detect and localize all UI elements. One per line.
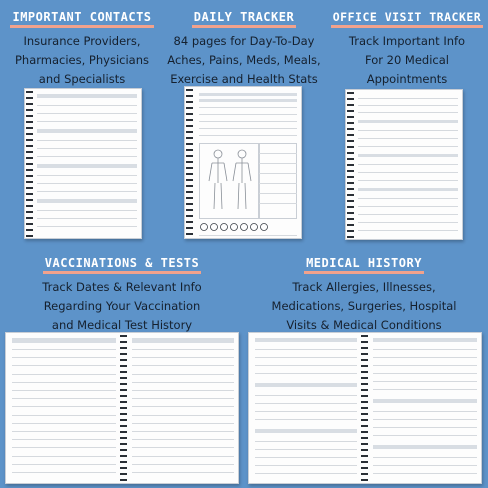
ruled-line [132, 456, 234, 457]
ruled-line [12, 349, 116, 350]
spiral-binding [347, 90, 354, 239]
ruled-line [132, 472, 234, 473]
ruled-line [132, 464, 234, 465]
ruled-line [132, 357, 234, 358]
ruled-line [12, 357, 116, 358]
ruled-line [132, 447, 234, 448]
ruled-line [12, 472, 116, 473]
history-title: MEDICAL HISTORY [304, 256, 424, 274]
ruled-line [12, 415, 116, 416]
office-title: OFFICE VISIT TRACKER [331, 10, 483, 28]
ruled-line [12, 365, 116, 366]
contacts-description: Insurance Providers, Pharmacies, Physicians and Specialists [14, 34, 149, 86]
spiral-binding [186, 87, 193, 238]
ruled-line [12, 423, 116, 424]
ruled-line [12, 390, 116, 391]
ruled-line [12, 406, 116, 407]
section-vaccinations [14, 252, 230, 335]
vaccinations-notebook [5, 332, 239, 484]
section-medical-history [252, 252, 476, 335]
ruled-line [132, 439, 234, 440]
section-important-contacts [4, 6, 160, 89]
vaccinations-title: VACCINATIONS & TESTS [43, 256, 202, 274]
daily-description: 84 pages for Day-To-Day Aches, Pains, Meds, Meals, Exercise and Health Stats [167, 34, 321, 86]
ruled-line [12, 447, 116, 448]
section-daily-tracker [164, 6, 324, 89]
ruled-line [132, 374, 234, 375]
ruled-line [132, 365, 234, 366]
ruled-line [12, 374, 116, 375]
ruled-line [132, 431, 234, 432]
history-notebook [248, 332, 482, 484]
ruled-line [132, 415, 234, 416]
daily-notebook [184, 86, 302, 239]
office-notebook [345, 89, 463, 240]
daily-title: DAILY TRACKER [192, 10, 296, 28]
contacts-notebook [24, 88, 142, 239]
spiral-binding [361, 333, 368, 483]
ruled-line [132, 349, 234, 350]
ruled-line [132, 423, 234, 424]
vaccinations-description: Track Dates & Relevant Info Regarding Your Vaccination and Medical Test History [42, 280, 202, 332]
office-description: Track Important Info For 20 Medical Appointments [348, 34, 466, 86]
ruled-line [132, 390, 234, 391]
ruled-line [132, 382, 234, 383]
ruled-line [132, 406, 234, 407]
ruled-line [132, 398, 234, 399]
section-office-visit [328, 6, 486, 89]
ruled-line [12, 398, 116, 399]
ruled-line [12, 431, 116, 432]
contacts-title: IMPORTANT CONTACTS [10, 10, 153, 28]
ruled-line [12, 382, 116, 383]
spiral-binding [120, 333, 127, 483]
ruled-line [12, 439, 116, 440]
history-description: Track Allergies, Illnesses, Medications, Surgeries, Hospital Visits & Medical Conditions [271, 280, 457, 332]
ruled-line [12, 456, 116, 457]
body-outline-icon [205, 147, 255, 215]
mood-faces-icon [199, 222, 297, 232]
ruled-line [12, 464, 116, 465]
spiral-binding [26, 89, 33, 238]
